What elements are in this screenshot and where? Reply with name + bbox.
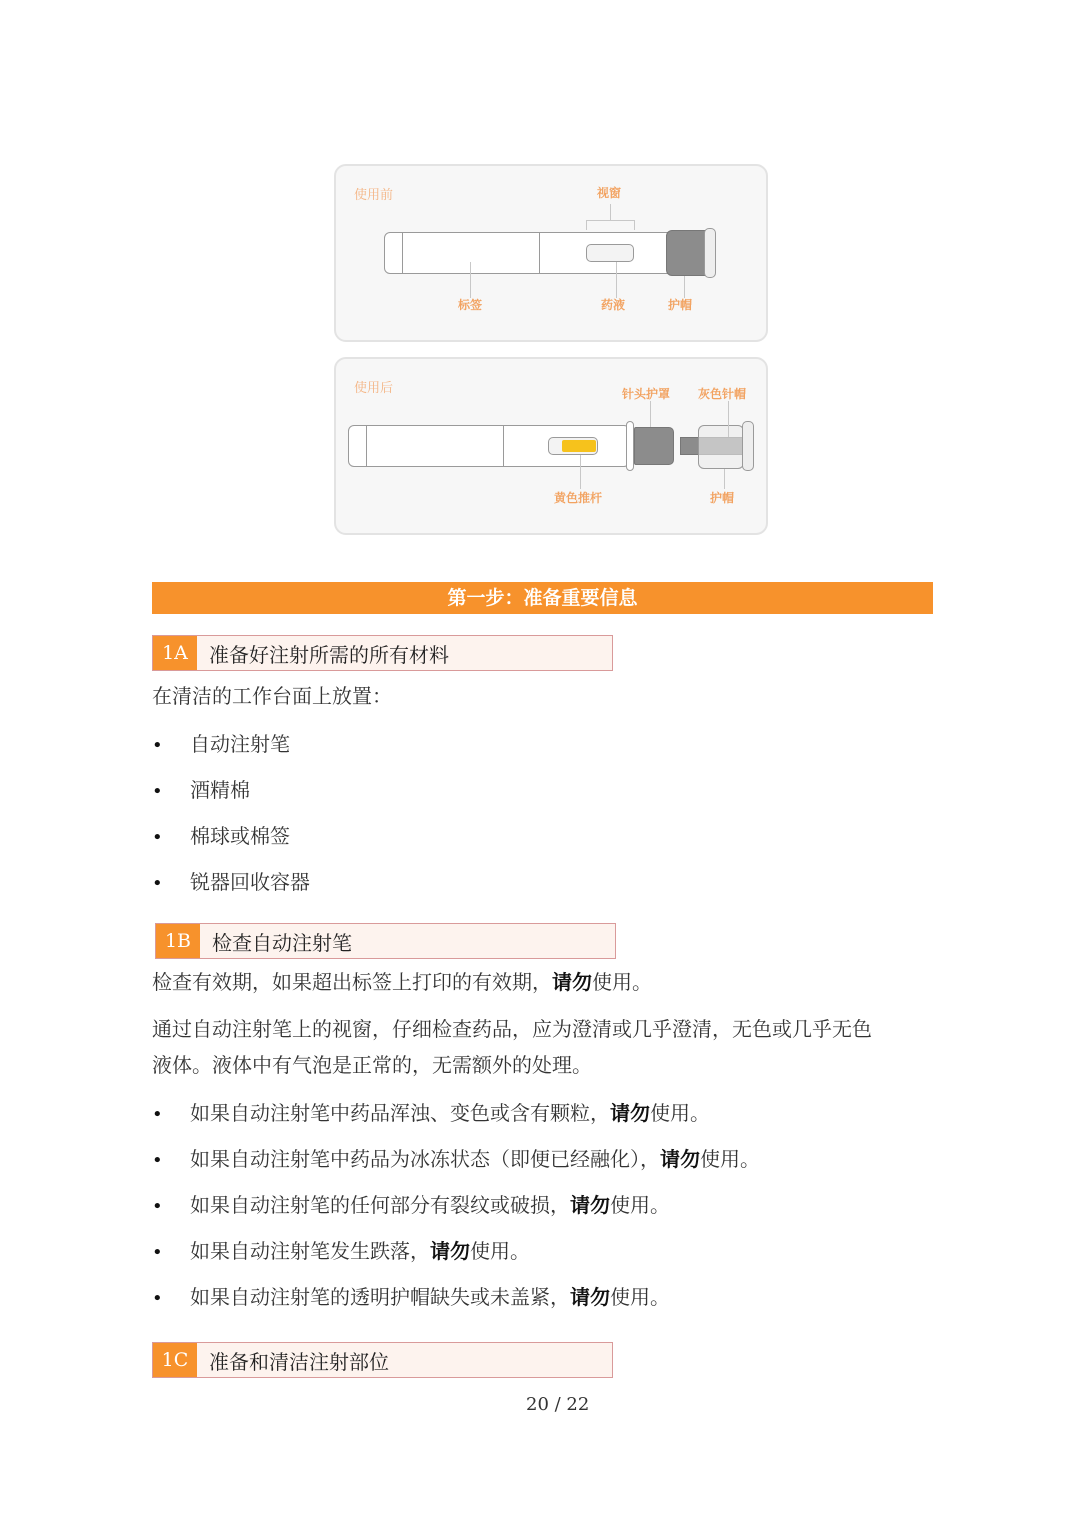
callout-yellow-plunger: 黄色推杆 xyxy=(554,491,603,505)
removed-cap-rim xyxy=(742,421,754,471)
list-item: • 酒精棉 xyxy=(152,778,250,802)
cap-leader xyxy=(724,469,725,489)
yellow-plunger xyxy=(562,440,596,452)
list-item: • 如果自动注射笔中药品浑浊、变色或含有颗粒，请勿使用。 xyxy=(152,1101,710,1125)
callout-window: 视窗 xyxy=(597,186,622,200)
window-bracket xyxy=(586,220,634,221)
list-item: • 如果自动注射笔发生跌落，请勿使用。 xyxy=(152,1239,530,1263)
bullet-icon: • xyxy=(152,781,163,802)
bullet-icon: • xyxy=(152,873,163,894)
bullet-icon: • xyxy=(152,1196,163,1217)
figure-before-use xyxy=(334,164,768,342)
removed-cap xyxy=(698,425,744,469)
section-badge: 1A xyxy=(153,636,197,670)
callout-cap-after: 护帽 xyxy=(710,491,735,505)
section-title: 准备好注射所需的所有材料 xyxy=(209,642,449,667)
section-heading-1c xyxy=(152,1342,613,1378)
section-title: 准备和清洁注射部位 xyxy=(209,1349,389,1374)
medicine-leader xyxy=(616,262,617,298)
list-item: • 如果自动注射笔的任何部分有裂纹或破损，请勿使用。 xyxy=(152,1193,670,1217)
bullet-icon: • xyxy=(152,735,163,756)
bullet-icon: • xyxy=(152,1242,163,1263)
section-title: 检查自动注射笔 xyxy=(212,930,352,955)
list-item: • 棉球或棉签 xyxy=(152,824,290,848)
list-item: • 自动注射笔 xyxy=(152,732,290,756)
window-bracket-right xyxy=(634,220,635,230)
label-leader xyxy=(470,262,471,298)
pen-label-area xyxy=(366,425,504,467)
paragraph: 在清洁的工作台面上放置： xyxy=(152,684,392,708)
gray-needle-cap-leader xyxy=(728,401,729,437)
page-number: 20 / 22 xyxy=(526,1394,590,1415)
bullet-icon: • xyxy=(152,827,163,848)
needle-guard-leader xyxy=(650,401,651,427)
bullet-icon: • xyxy=(152,1288,163,1309)
cap-leader xyxy=(684,276,685,298)
paragraph: 液体。液体中有气泡是正常的，无需额外的处理。 xyxy=(152,1053,592,1077)
bullet-icon: • xyxy=(152,1150,163,1171)
pen-cap-rim xyxy=(704,228,716,278)
list-item: • 锐器回收容器 xyxy=(152,870,310,894)
callout-label: 标签 xyxy=(458,298,483,312)
viewing-window xyxy=(586,244,634,262)
callout-cap: 护帽 xyxy=(668,298,693,312)
paragraph: 通过自动注射笔上的视窗，仔细检查药品，应为澄清或几乎澄清，无色或几乎无色 xyxy=(152,1017,872,1041)
figure-after-use xyxy=(334,357,768,535)
step-banner: 第一步：准备重要信息 xyxy=(152,582,933,614)
list-item: • 如果自动注射笔的透明护帽缺失或未盖紧，请勿使用。 xyxy=(152,1285,670,1309)
figure-title-after: 使用后 xyxy=(354,381,394,396)
section-heading-1a xyxy=(152,635,613,671)
list-item: • 如果自动注射笔中药品为冰冻状态（即便已经融化），请勿使用。 xyxy=(152,1147,760,1171)
window-leader xyxy=(610,204,611,220)
plunger-leader xyxy=(580,455,581,489)
section-badge: 1B xyxy=(156,924,200,958)
window-bracket-left xyxy=(586,220,587,230)
callout-gray-needle-cap: 灰色针帽 xyxy=(698,387,747,401)
needle-guard xyxy=(634,427,674,465)
pen-collar xyxy=(626,421,634,471)
section-badge: 1C xyxy=(153,1343,197,1377)
paragraph: 检查有效期，如果超出标签上打印的有效期，请勿使用。 xyxy=(152,970,652,994)
callout-medicine: 药液 xyxy=(601,298,626,312)
bullet-icon: • xyxy=(152,1104,163,1125)
figure-title-before: 使用前 xyxy=(354,188,394,203)
section-heading-1b xyxy=(155,923,616,959)
callout-needle-guard: 针头护罩 xyxy=(622,387,671,401)
pen-label-area xyxy=(402,232,540,274)
